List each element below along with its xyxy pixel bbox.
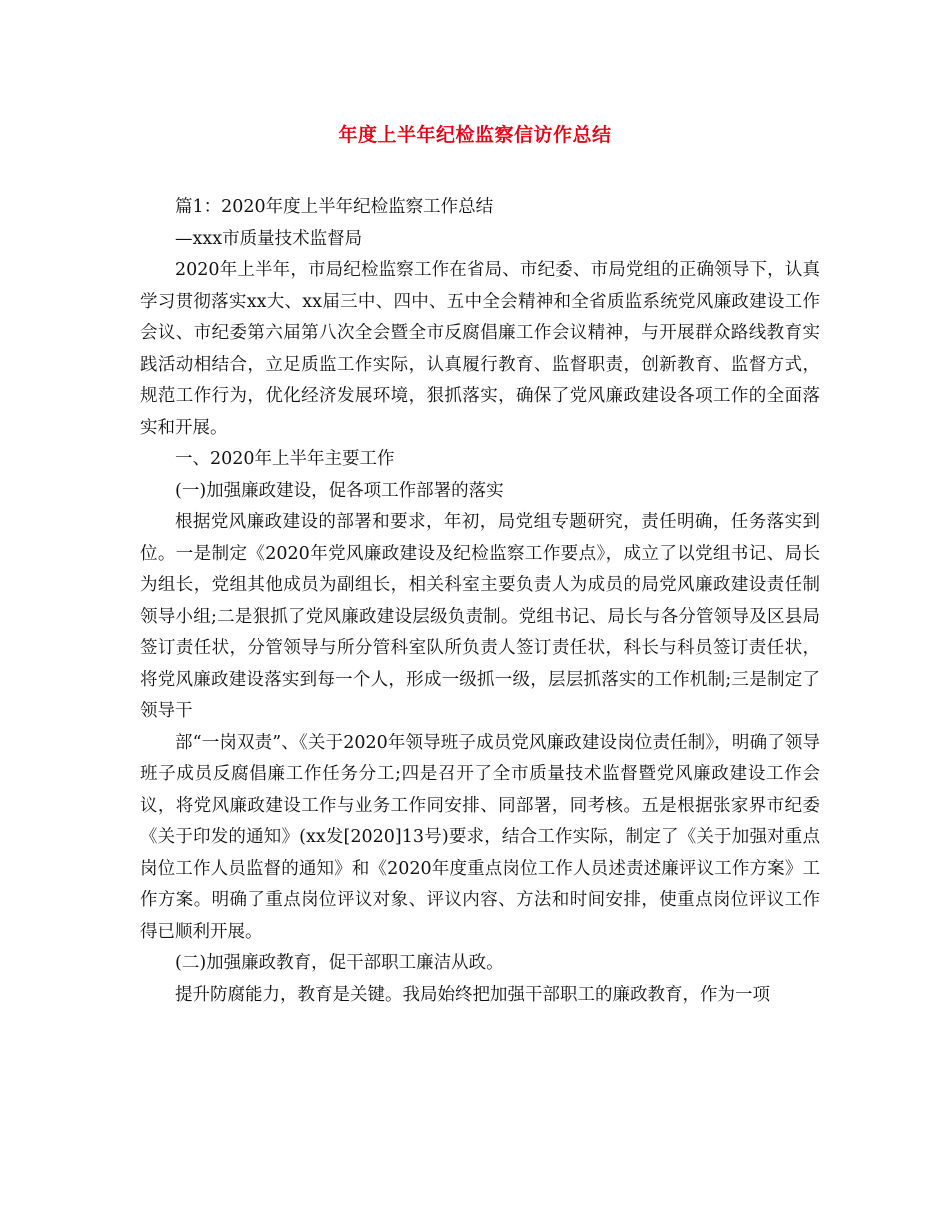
paragraph: 2020年上半年，市局纪检监察工作在省局、市纪委、市局党组的正确领导下，认真学习贯彻落实xx大、xx届三中、四中、五中全会精神和全省质监系统党风廉政建设工作会议、市纪委第六届第八次全会暨全市反腐倡廉工作会议精神，与开展群众路线教育实践活动相结合，立足质监工作实际，认真履行教育、监督职责，创新教育、监督方式，规范工作行为，优化经济发展环境，狠抓落实，确保了党风廉政建设各项工作的全面落实和开展。 [140, 260, 820, 438]
subsection-heading: (二)加强廉政教育，促干部职工廉洁从政。 [175, 953, 504, 973]
section-heading: 一、2020年上半年主要工作 [175, 449, 395, 469]
paragraph: 部“一岗双责”、《关于2020年领导班子成员党风廉政建设岗位责任制》，明确了领导班子成员反腐倡廉工作任务分工;四是召开了全市质量技术监督暨党风廉政建设工作会议，将党风廉政建设工作与业务工作同安排、同部署，同考核。五是根据张家界市纪委《关于印发的通知》(xx发[2020]13号)要求，结合工作实际，制定了《关于加强对重点岗位工作人员监督的通知》和《2020年度重点岗位工作人员述责述廉评议工作方案》工作方案。明确了重点岗位评议对象、评议内容、方法和时间安排，使重点岗位评议工作得已顺利开展。 [140, 732, 820, 942]
document-body [140, 192, 820, 1011]
document-title: 年度上半年纪检监察信访作总结 [338, 124, 612, 146]
paragraph-author: —xxx市质量技术监督局 [175, 228, 363, 249]
paragraph: 根据党风廉政建设的部署和要求，年初，局党组专题研究，责任明确，任务落实到位。一是制定《2020年党风廉政建设及纪检监察工作要点》，成立了以党组书记、局长为组长，党组其他成员为副组长，相关科室主要负责人为成员的局党风廉政建设责任制领导小组;二是狠抓了党风廉政建设层级负责制。党组书记、局长与各分管领导及区县局签订责任状，分管领导与所分管科室队所负责人签订责任状，科长与科员签订责任状，将党风廉政建设落实到每一个人，形成一级抓一级，层层抓落实的工作机制;三是制定了领导干 [140, 512, 820, 721]
paragraph-heading-article: 篇1：2020年度上半年纪检监察工作总结 [175, 197, 494, 217]
subsection-heading: (一)加强廉政建设，促各项工作部署的落实 [175, 480, 504, 501]
paragraph: 提升防腐能力，教育是关键。我局始终把加强干部职工的廉政教育，作为一项 [175, 984, 770, 1005]
